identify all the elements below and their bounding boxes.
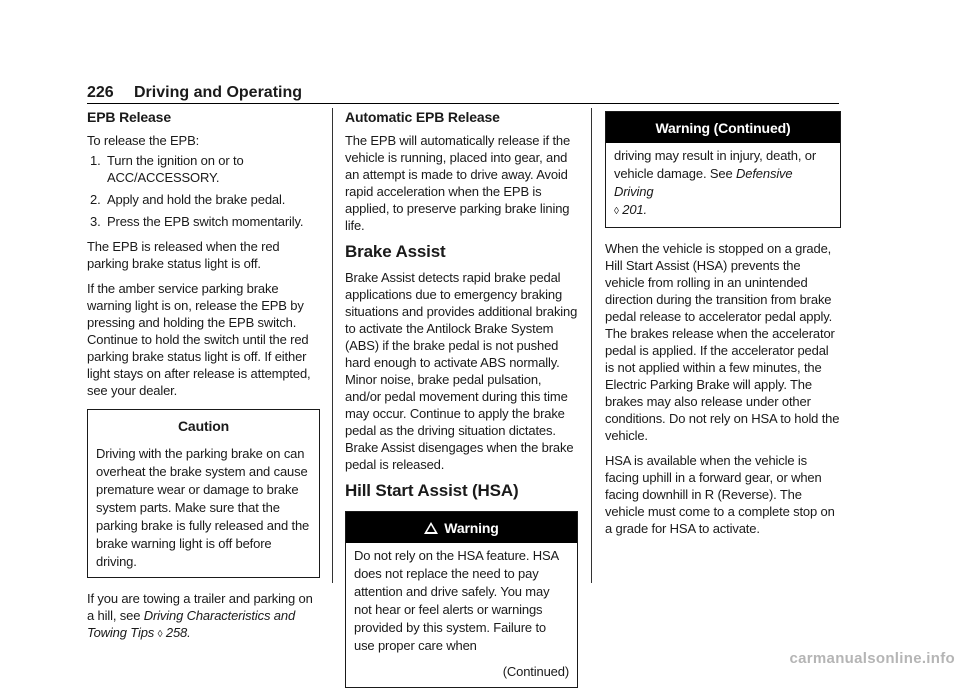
page-ref[interactable]: 258.	[165, 625, 191, 640]
page-ref[interactable]: 201.	[622, 202, 647, 217]
page-number: 226	[87, 84, 114, 101]
list-item: 2. Apply and hold the brake pedal.	[90, 192, 286, 207]
paragraph: HSA is available when the vehicle is facing uphill in a forward gear, or when facing downhill in R (Reverse). The vehicle must come to a complete stop on a grade for HSA to activate.	[605, 453, 835, 536]
continued-label: (Continued)	[502, 664, 569, 679]
column-divider	[591, 108, 592, 583]
defensive-driving-link[interactable]: Defensive Driving	[614, 166, 793, 199]
caution-box	[87, 409, 320, 578]
epb-release-steps	[87, 152, 320, 230]
page-ref-icon: ◊	[157, 629, 163, 640]
header-rule	[87, 103, 839, 104]
warning-text: Do not rely on the HSA feature. HSA does not replace the need to pay attention and drive safely. You may not hear or feel alerts or warnings provided by this system. Failure to use proper care when	[354, 548, 559, 653]
heading-hill-start-assist: Hill Start Assist (HSA)	[345, 481, 519, 500]
watermark: carmanualsonline.info	[789, 650, 955, 667]
heading-epb-release: EPB Release	[87, 109, 171, 125]
column-2	[345, 108, 578, 700]
warning-box	[345, 511, 578, 688]
warning-header	[346, 512, 577, 543]
warning-continued-text: driving may result in injury, death, or vehicle damage. See Defensive Driving ◊ 201.	[614, 148, 816, 217]
warning-continued-box	[605, 111, 841, 228]
list-item: 1. Turn the ignition on or to ACC/ACCESSORY.	[90, 153, 244, 185]
paragraph: The EPB will automatically release if the vehicle is running, placed into gear, and an attempt is made to drive away. Avoid rapid acceleration when the EPB is applied, to preserve parking brake lining life.	[345, 133, 571, 233]
page-header	[87, 82, 839, 104]
page-ref-icon: ◊	[614, 206, 619, 217]
column-3	[605, 108, 841, 545]
warning-continued-title: Warning (Continued)	[606, 112, 840, 143]
towing-paragraph: If you are towing a trailer and parking on a hill, see Driving Characteristics and Towing Tips ◊ 258.	[87, 591, 313, 640]
warning-title: Warning	[444, 520, 499, 536]
caution-text: Driving with the parking brake on can overheat the brake system and cause premature wear or damage to brake system parts. Make sure that the parking brake is fully released and the brake warning light is off before driving.	[96, 446, 310, 569]
column-1	[87, 108, 320, 651]
caution-title: Caution	[177, 418, 230, 434]
heading-automatic-epb-release: Automatic EPB Release	[345, 109, 500, 125]
paragraph: Brake Assist detects rapid brake pedal applications due to emergency braking situations and provides additional braking to activate the Antilock Brake System (ABS) if the brake pedal is not pushed hard enough to activate ABS normally. Minor noise, brake pedal pulsation, and/or pedal movement during this time may occur. Continue to apply the brake pedal as the driving situation dictates. Brake Assist disengages when the brake pedal is released.	[345, 270, 578, 472]
column-divider	[332, 108, 333, 583]
paragraph: If the amber service parking brake warning light is on, release the EPB by pressing and holding the EPB switch. Continue to hold the switch until the red parking brake status light is off. If either light stays on after release is attempted, see your dealer.	[87, 281, 311, 398]
warning-icon	[424, 522, 438, 534]
section-title: Driving and Operating	[134, 84, 303, 101]
paragraph: The EPB is released when the red parking brake status light is off.	[87, 239, 280, 271]
epb-release-intro: To release the EPB:	[87, 133, 200, 148]
heading-brake-assist: Brake Assist	[345, 242, 446, 261]
list-item: 3. Press the EPB switch momentarily.	[90, 214, 304, 229]
paragraph: When the vehicle is stopped on a grade, Hill Start Assist (HSA) prevents the vehicle from rolling in an unintended direction during the transition from brake pedal release to accelerator pedal apply. The brakes release when the accelerator pedal is applied. If the accelerator pedal is not applied within a few minutes, the Electric Parking Brake will apply. The brakes may also release under other conditions. Do not rely on HSA to hold the vehicle.	[605, 241, 840, 443]
towing-tips-link[interactable]: Driving Characteristics and Towing Tips	[87, 608, 296, 640]
